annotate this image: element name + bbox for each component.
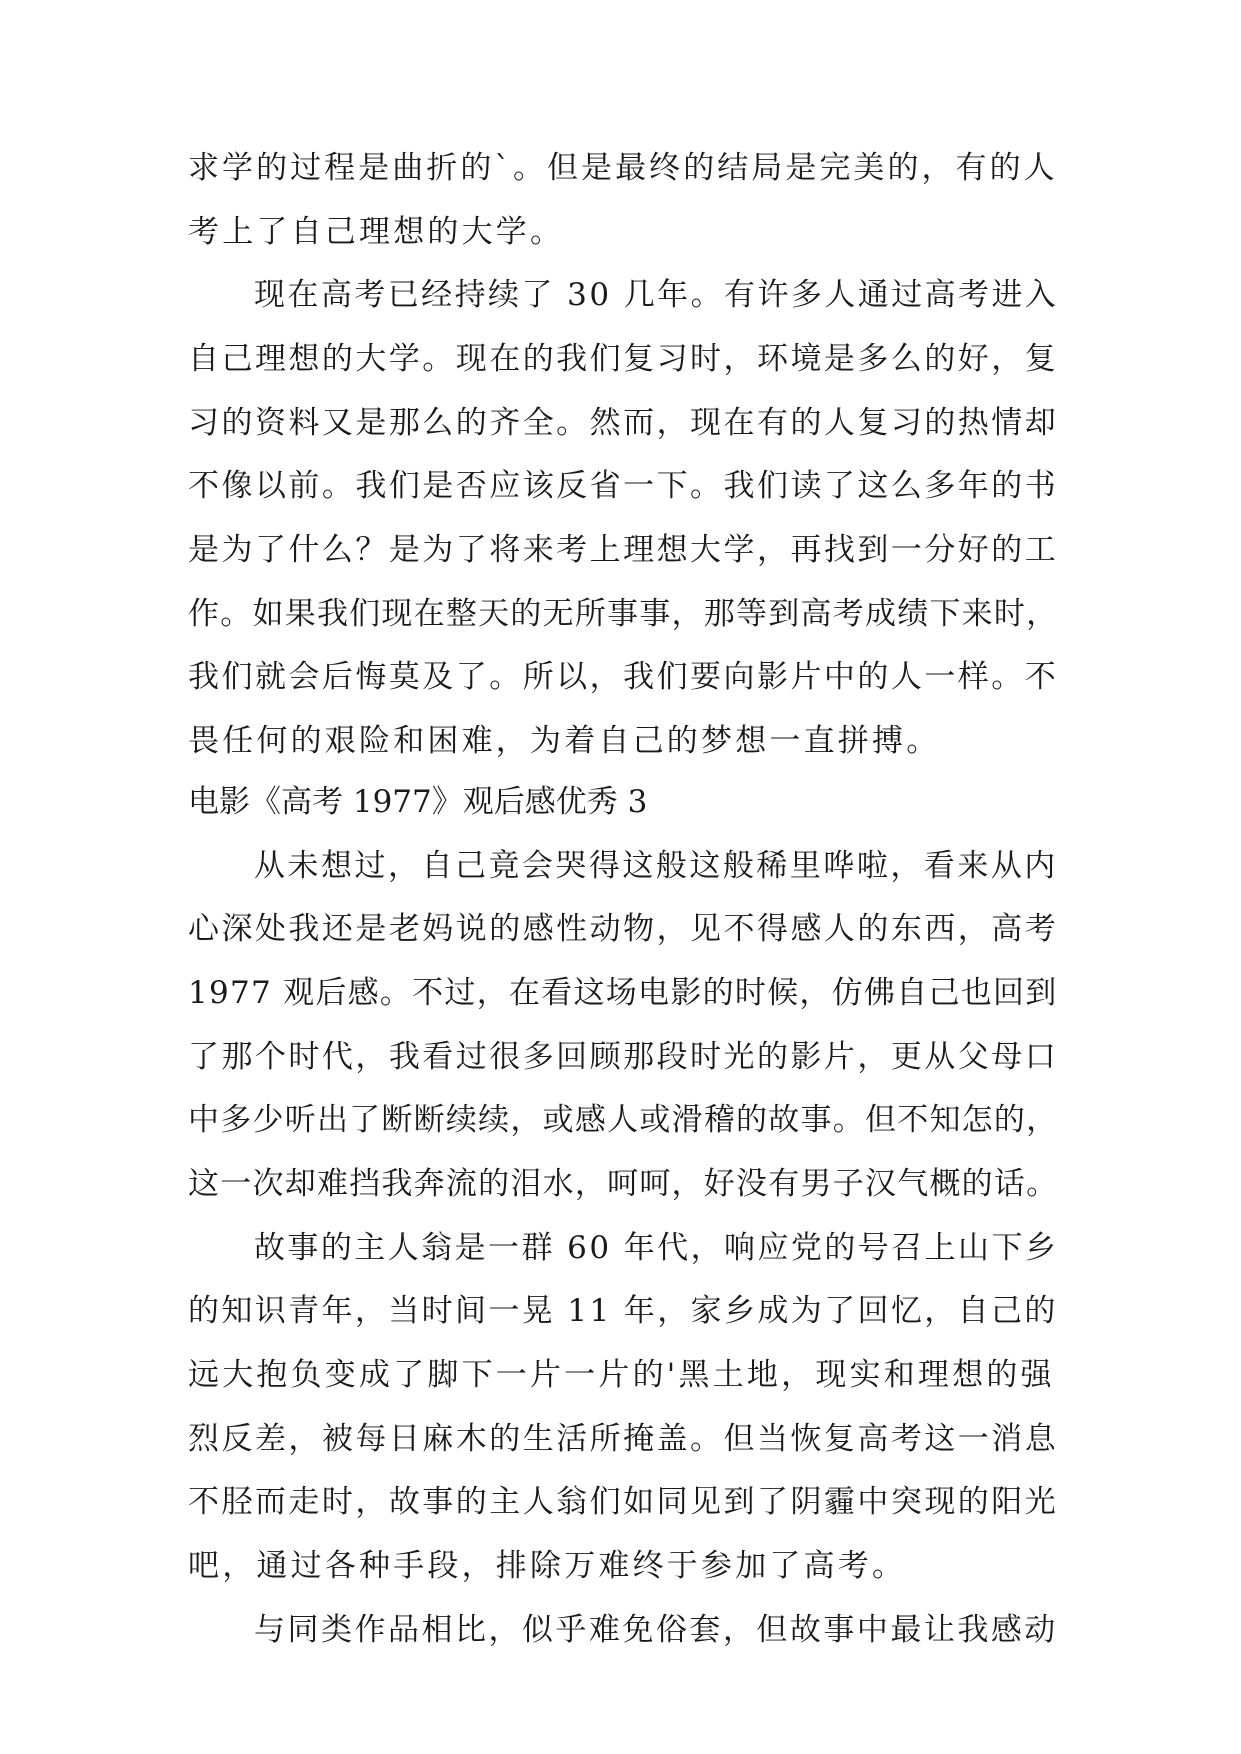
text-line: 了那个时代，我看过很多回顾那段时光的影片，更从父母口 bbox=[188, 1039, 1059, 1075]
text-line: 现在高考已经持续了 30 几年。有许多人通过高考进入 bbox=[254, 277, 1059, 313]
text-line: 是为了什么？是为了将来考上理想大学，再找到一分好的工 bbox=[188, 532, 1059, 568]
text-line: 这一次却难挡我奔流的泪水，呵呵，好没有男子汉气概的话。 bbox=[188, 1166, 1059, 1202]
text-line: 吧，通过各种手段，排除万难终于参加了高考。 bbox=[188, 1548, 907, 1584]
text-line: 心深处我还是老妈说的感性动物，见不得感人的东西，高考 bbox=[188, 911, 1059, 947]
text-line: 自己理想的大学。现在的我们复习时，环境是多么的好，复 bbox=[188, 341, 1059, 377]
text-line: 从未想过，自己竟会哭得这般这般稀里哗啦，看来从内 bbox=[254, 848, 1058, 884]
text-line: 与同类作品相比，似乎难免俗套，但故事中最让我感动 bbox=[254, 1612, 1058, 1648]
text-line: 不像以前。我们是否应该反省一下。我们读了这么多年的书 bbox=[188, 468, 1059, 504]
text-line: 习的资料又是那么的齐全。然而，现在有的人复习的热情却 bbox=[188, 405, 1059, 441]
text-line: 不胫而走时，故事的主人翁们如同见到了阴霾中突现的阳光 bbox=[188, 1484, 1059, 1520]
text-line: 1977 观后感。不过，在看这场电影的时候，仿佛自己也回到 bbox=[188, 975, 1058, 1011]
text-line: 远大抱负变成了脚下一片一片的'黑土地，现实和理想的强 bbox=[188, 1357, 1055, 1393]
text-line: 我们就会后悔莫及了。所以，我们要向影片中的人一样。不 bbox=[188, 659, 1059, 695]
text-line: 考上了自己理想的大学。 bbox=[188, 214, 565, 250]
text-line: 故事的主人翁是一群 60 年代，响应党的号召上山下乡 bbox=[254, 1230, 1059, 1266]
text-line: 烈反差，被每日麻木的生活所掩盖。但当恢复高考这一消息 bbox=[188, 1421, 1059, 1457]
text-line: 中多少听出了断断续续，或感人或滑稽的故事。但不知怎的， bbox=[188, 1102, 1059, 1138]
text-line: 求学的过程是曲折的`。但是最终的结局是完美的，有的人 bbox=[188, 150, 1058, 186]
text-line: 的知识青年，当时间一晃 11 年，家乡成为了回忆，自己的 bbox=[188, 1293, 1058, 1329]
text-line: 作。如果我们现在整天的无所事事，那等到高考成绩下来时， bbox=[188, 596, 1059, 632]
section-heading: 电影《高考 1977》观后感优秀 3 bbox=[188, 784, 648, 820]
text-line: 畏任何的艰险和困难，为着自己的梦想一直拼搏。 bbox=[188, 723, 941, 759]
